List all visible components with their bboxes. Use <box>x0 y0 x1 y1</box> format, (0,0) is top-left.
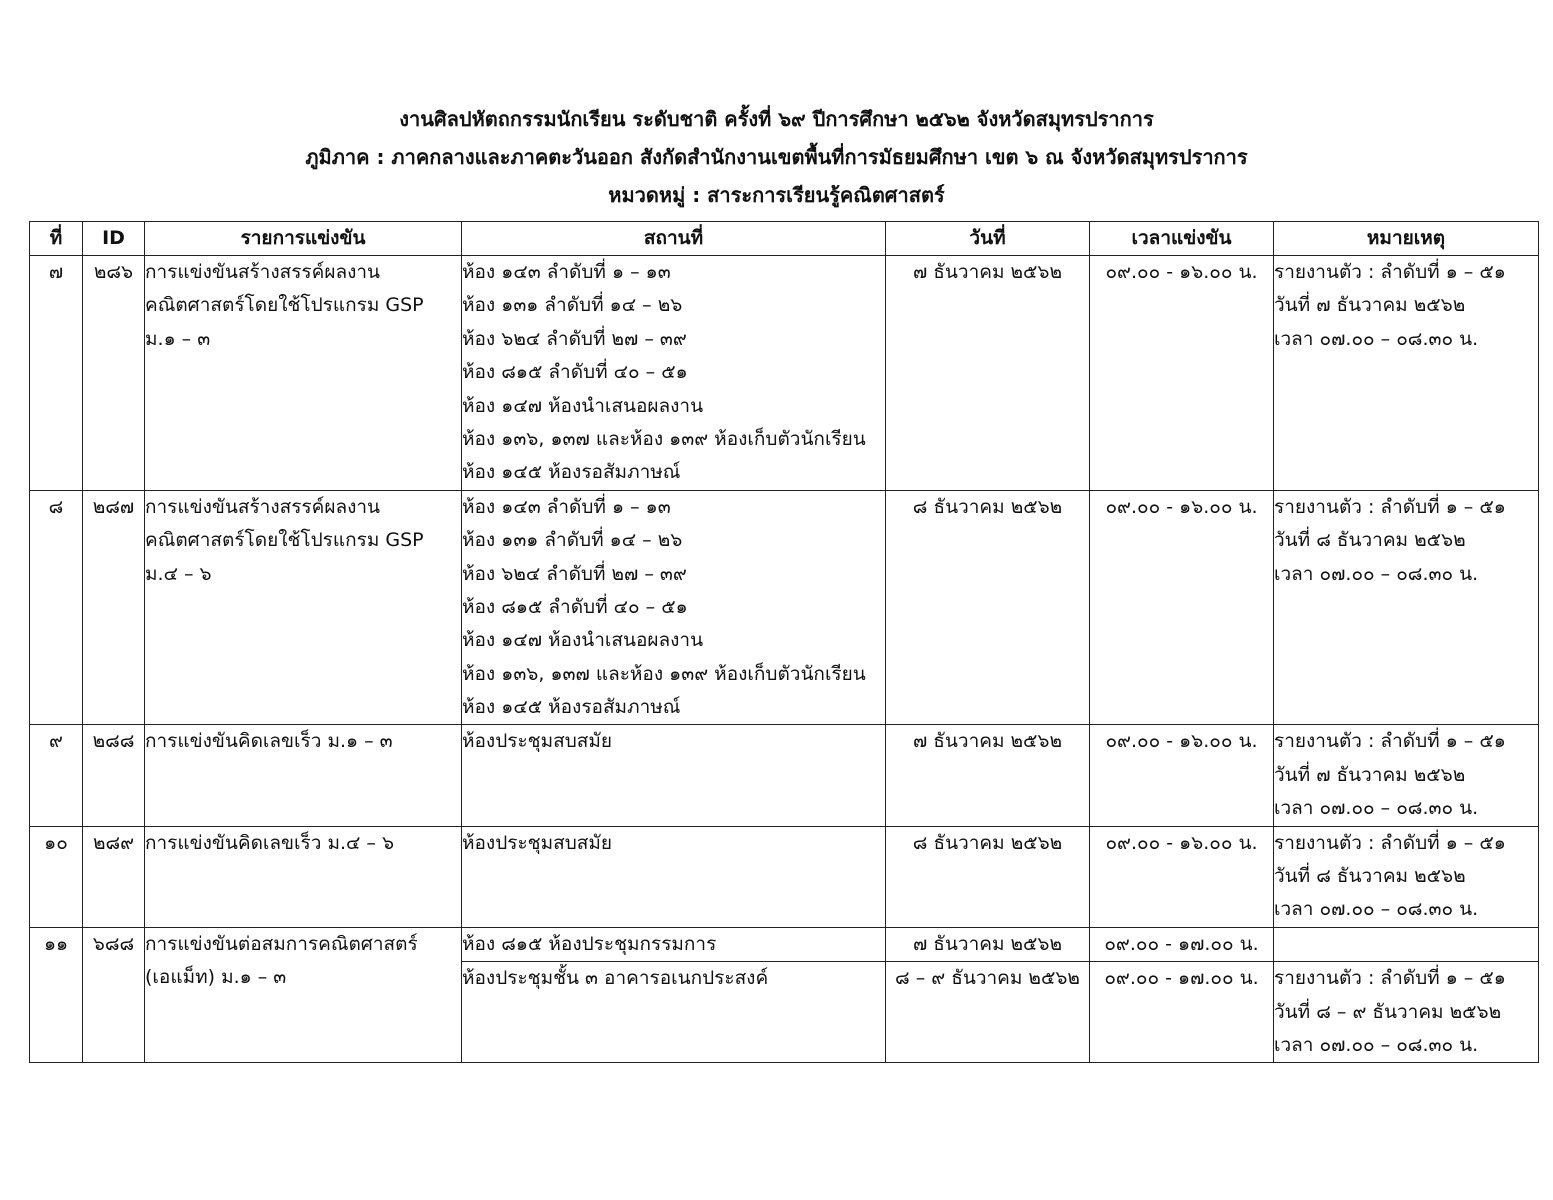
competition-schedule-table <box>29 221 1539 1063</box>
cell-venue: ห้องประชุมชั้น ๓ อาคารอเนกประสงค์ <box>462 962 886 1063</box>
cell-date: ๘ ธันวาคม ๒๕๖๒ <box>886 826 1090 927</box>
cell-event: การแข่งขันต่อสมการคณิตศาสตร์ (เอแม็ท) ม.๑ – ๓ <box>145 927 462 1063</box>
cell-time: ๐๙.๐๐ - ๑๖.๐๐ น. <box>1090 256 1274 491</box>
cell-remark: รายงานตัว : ลำดับที่ ๑ – ๕๑ วันที่ ๘ ธันวาคม ๒๕๖๒ เวลา ๐๗.๐๐ – ๐๘.๓๐ น. <box>1274 826 1539 927</box>
cell-time: ๐๙.๐๐ - ๑๖.๐๐ น. <box>1090 490 1274 725</box>
cell-id: ๒๘๘ <box>83 725 145 826</box>
col-header-venue: สถานที่ <box>462 222 886 256</box>
cell-remark <box>1274 927 1539 961</box>
cell-date: ๗ ธันวาคม ๒๕๖๒ <box>886 725 1090 826</box>
col-header-event: รายการแข่งขัน <box>145 222 462 256</box>
cell-remark: รายงานตัว : ลำดับที่ ๑ – ๕๑ วันที่ ๘ – ๙ ธันวาคม ๒๕๖๒ เวลา ๐๗.๐๐ – ๐๘.๓๐ น. <box>1274 962 1539 1063</box>
cell-venue: ห้อง ๑๔๓ ลำดับที่ ๑ – ๑๓ ห้อง ๑๓๑ ลำดับที่ ๑๔ – ๒๖ ห้อง ๖๒๔ ลำดับที่ ๒๗ – ๓๙ ห้อง ๘๑๕ ลำดับที่ ๔๐ – ๕๑ ห้อง ๑๔๗ ห้องนำเสนอผลงาน ห้อง ๑๓๖, ๑๓๗ และห้อง ๑๓๙ ห้องเก็บตัวนักเรียน ห้อง ๑๔๕ ห้องรอสัมภาษณ์ <box>462 256 886 491</box>
cell-no: ๗ <box>30 256 83 491</box>
cell-time: ๐๙.๐๐ - ๑๗.๐๐ น. <box>1090 962 1274 1063</box>
cell-remark: รายงานตัว : ลำดับที่ ๑ – ๕๑ วันที่ ๗ ธันวาคม ๒๕๖๒ เวลา ๐๗.๐๐ – ๐๘.๓๐ น. <box>1274 725 1539 826</box>
col-header-id: ID <box>83 222 145 256</box>
cell-event: การแข่งขันสร้างสรรค์ผลงาน คณิตศาสตร์โดยใช้โปรแกรม GSP ม.๔ – ๖ <box>145 490 462 725</box>
cell-id: ๒๘๙ <box>83 826 145 927</box>
cell-no: ๑๐ <box>30 826 83 927</box>
col-header-time: เวลาแข่งขัน <box>1090 222 1274 256</box>
table-row <box>30 826 1539 927</box>
category-subtitle: หมวดหมู่ : สาระการเรียนรู้คณิตศาสตร์ <box>608 183 945 207</box>
cell-remark: รายงานตัว : ลำดับที่ ๑ – ๕๑ วันที่ ๘ ธันวาคม ๒๕๖๒ เวลา ๐๗.๐๐ – ๐๘.๓๐ น. <box>1274 490 1539 725</box>
table-row <box>30 490 1539 725</box>
table-row <box>30 927 1539 961</box>
cell-date: ๘ ธันวาคม ๒๕๖๒ <box>886 490 1090 725</box>
cell-time: ๐๙.๐๐ - ๑๖.๐๐ น. <box>1090 826 1274 927</box>
col-header-remark: หมายเหตุ <box>1274 222 1539 256</box>
cell-id: ๒๘๖ <box>83 256 145 491</box>
col-header-date: วันที่ <box>886 222 1090 256</box>
document-title: งานศิลปหัตถกรรมนักเรียน ระดับชาติ ครั้งที่ ๖๙ ปีการศึกษา ๒๕๖๒ จังหวัดสมุทรปราการ <box>399 107 1154 131</box>
cell-date: ๗ ธันวาคม ๒๕๖๒ <box>886 927 1090 961</box>
document-header <box>0 100 1553 214</box>
cell-date: ๗ ธันวาคม ๒๕๖๒ <box>886 256 1090 491</box>
cell-time: ๐๙.๐๐ - ๑๖.๐๐ น. <box>1090 725 1274 826</box>
cell-event: การแข่งขันสร้างสรรค์ผลงาน คณิตศาสตร์โดยใช้โปรแกรม GSP ม.๑ – ๓ <box>145 256 462 491</box>
col-header-no: ที่ <box>30 222 83 256</box>
cell-id: ๖๘๘ <box>83 927 145 1063</box>
cell-no: ๑๑ <box>30 927 83 1063</box>
region-subtitle: ภูมิภาค : ภาคกลางและภาคตะวันออก สังกัดสำนักงานเขตพื้นที่การมัธยมศึกษา เขต ๖ ณ จังหวัดสมุทรปราการ <box>305 145 1248 169</box>
cell-remark: รายงานตัว : ลำดับที่ ๑ – ๕๑ วันที่ ๗ ธันวาคม ๒๕๖๒ เวลา ๐๗.๐๐ – ๐๘.๓๐ น. <box>1274 256 1539 491</box>
table-row <box>30 725 1539 826</box>
cell-venue: ห้อง ๑๔๓ ลำดับที่ ๑ – ๑๓ ห้อง ๑๓๑ ลำดับที่ ๑๔ – ๒๖ ห้อง ๖๒๔ ลำดับที่ ๒๗ – ๓๙ ห้อง ๘๑๕ ลำดับที่ ๔๐ – ๕๑ ห้อง ๑๔๗ ห้องนำเสนอผลงาน ห้อง ๑๓๖, ๑๓๗ และห้อง ๑๓๙ ห้องเก็บตัวนักเรียน ห้อง ๑๔๕ ห้องรอสัมภาษณ์ <box>462 490 886 725</box>
cell-venue: ห้องประชุมสบสมัย <box>462 826 886 927</box>
cell-no: ๙ <box>30 725 83 826</box>
cell-venue: ห้อง ๘๑๕ ห้องประชุมกรรมการ <box>462 927 886 961</box>
table-row <box>30 256 1539 491</box>
cell-time: ๐๙.๐๐ - ๑๗.๐๐ น. <box>1090 927 1274 961</box>
cell-event: การแข่งขันคิดเลขเร็ว ม.๑ – ๓ <box>145 725 462 826</box>
table-header-row <box>30 222 1539 256</box>
cell-no: ๘ <box>30 490 83 725</box>
cell-date: ๘ – ๙ ธันวาคม ๒๕๖๒ <box>886 962 1090 1063</box>
cell-id: ๒๘๗ <box>83 490 145 725</box>
cell-venue: ห้องประชุมสบสมัย <box>462 725 886 826</box>
cell-event: การแข่งขันคิดเลขเร็ว ม.๔ – ๖ <box>145 826 462 927</box>
